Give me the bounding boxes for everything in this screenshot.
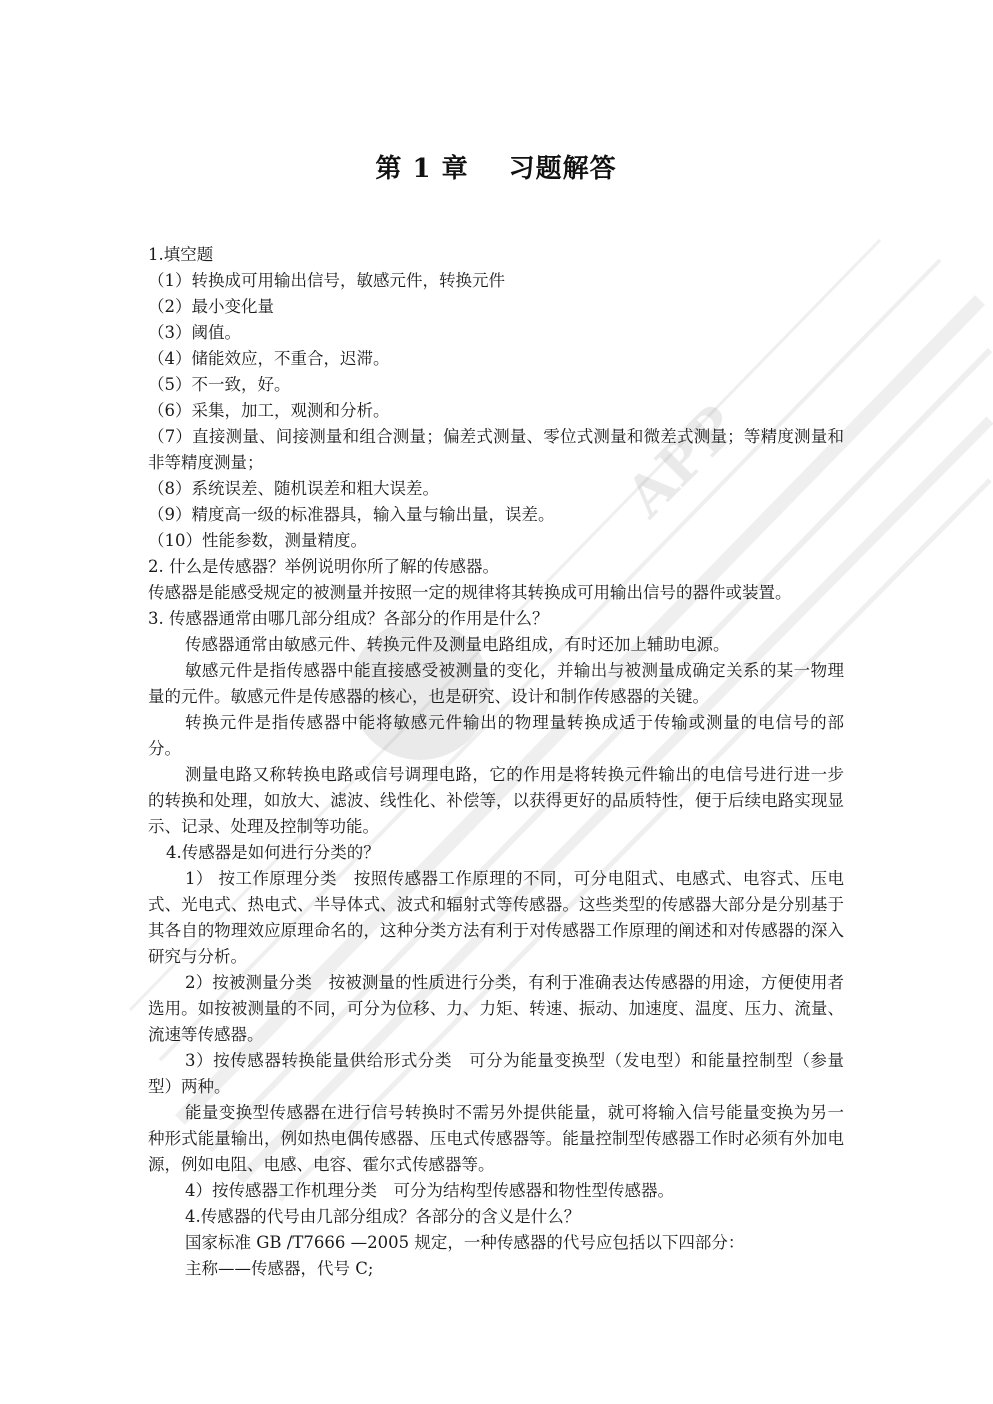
answer-item: （6）采集，加工，观测和分析。: [148, 401, 390, 420]
answer-item: （1）转换成可用输出信号，敏感元件，转换元件: [148, 271, 505, 290]
answer-5-line: 主称——传感器，代号 C;: [185, 1259, 374, 1278]
document-body: [148, 242, 844, 1282]
answer-item: （4）储能效应，不重合，迟滞。: [148, 349, 390, 368]
answer-5-line: 国家标准 GB /T7666 —2005 规定，一种传感器的代号应包括以下四部分：: [185, 1233, 745, 1252]
question-3: 3. 传感器通常由哪几部分组成？各部分的作用是什么？: [148, 609, 549, 628]
watermark-text: APP: [613, 392, 751, 530]
question-2: 2. 什么是传感器？举例说明你所了解的传感器。: [148, 557, 499, 576]
answer-4-paragraph: 1） 按工作原理分类 按照传感器工作原理的不同，可分电阻式、电感式、电容式、压电式、光电式、热电式、半导体式、波式和辐射式等传感器。这些类型的传感器大部分是分别基于其各自的物理效应原理命名的，这种分类方法有利于对传感器工作原理的阐述和对传感器的深入研究与分析。: [148, 869, 844, 966]
answer-3-paragraph: 转换元件是指传感器中能将敏感元件输出的物理量转换成适于传输或测量的电信号的部分。: [148, 713, 844, 758]
answer-item: （8）系统误差、随机误差和粗大误差。: [148, 479, 439, 498]
answer-4-paragraph: 能量变换型传感器在进行信号转换时不需另外提供能量，就可将输入信号能量变换为另一种形式能量输出，例如热电偶传感器、压电式传感器等。能量控制型传感器工作时必须有外加电源，例如电阻、电感、电容、霍尔式传感器等。: [148, 1103, 844, 1174]
chapter-title: [148, 148, 844, 185]
answer-3-paragraph: 传感器通常由敏感元件、转换元件及测量电路组成，有时还加上辅助电源。: [185, 635, 730, 654]
chapter-heading: 习题解答: [508, 154, 617, 184]
answer-4-paragraph: 4）按传感器工作机理分类 可分为结构型传感器和物性型传感器。: [185, 1181, 674, 1200]
answer-item: （7）直接测量、间接测量和组合测量；偏差式测量、零位式测量和微差式测量；等精度测量和非等精度测量；: [148, 427, 844, 472]
question-5: 4.传感器的代号由几部分组成？各部分的含义是什么？: [185, 1207, 581, 1226]
answer-4-paragraph: 2）按被测量分类 按被测量的性质进行分类，有利于准确表达传感器的用途，方便使用者选用。如按被测量的不同，可分为位移、力、力矩、转速、振动、加速度、温度、压力、流量、流速等传感器。: [148, 973, 844, 1044]
answer-item: （2）最小变化量: [148, 297, 274, 316]
section-heading-fill-in: 1.填空题: [148, 245, 214, 264]
answer-4-paragraph: 3）按传感器转换能量供给形式分类 可分为能量变换型（发电型）和能量控制型（参量型）两种。: [148, 1051, 844, 1096]
answer-item: （3）阈值。: [148, 323, 241, 342]
chapter-number: 第 1 章: [375, 154, 469, 184]
question-4: 4.传感器是如何进行分类的？: [166, 843, 380, 862]
answer-3-paragraph: 敏感元件是指传感器中能直接感受被测量的变化，并输出与被测量成确定关系的某一物理量的元件。敏感元件是传感器的核心，也是研究、设计和制作传感器的关键。: [148, 661, 844, 706]
answer-item: （5）不一致，好。: [148, 375, 291, 394]
answer-item: （9）精度高一级的标准器具，输入量与输出量，误差。: [148, 505, 555, 524]
answer-3-paragraph: 测量电路又称转换电路或信号调理电路，它的作用是将转换元件输出的电信号进行进一步的转换和处理，如放大、滤波、线性化、补偿等，以获得更好的品质特性，便于后续电路实现显示、记录、处理及控制等功能。: [148, 765, 844, 836]
answer-2: 传感器是能感受规定的被测量并按照一定的规律将其转换成可用输出信号的器件或装置。: [148, 583, 792, 602]
answer-item: （10）性能参数，测量精度。: [148, 531, 367, 550]
